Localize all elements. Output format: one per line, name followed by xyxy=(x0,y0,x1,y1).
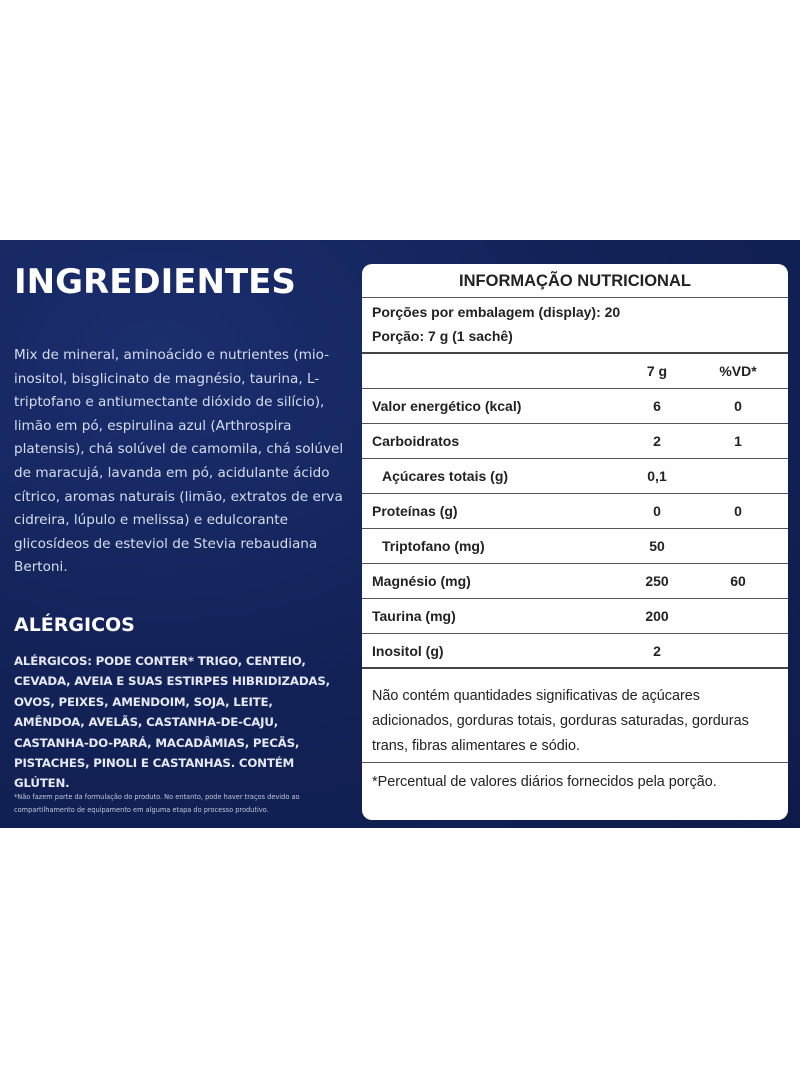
table-row xyxy=(362,599,788,634)
servings-per-package: Porções por embalagem (display): 20 xyxy=(372,304,621,320)
nutrient-amount: 0,1 xyxy=(647,468,667,484)
ingredients-heading: INGREDIENTES xyxy=(14,262,296,302)
nutrient-name: Magnésio (mg) xyxy=(372,573,471,589)
nutrient-name: Triptofano (mg) xyxy=(382,538,485,554)
ingredients-text: Mix de mineral, aminoácido e nutrientes (mio-inositol, bisglicinato de magnésio, taurina, L-triptofano e antiumectante dióxido de silício), limão em pó, espirulina azul (Arthrospira platensis), chá solúvel de camomila, chá solúvel de maracujá, lavanda em pó, acidulante ácido cítrico, aromas naturais (limão, extratos de erva cidreira, lúpulo e melissa) e edulcorante glicosídeos de esteviol de Stevia rebaudiana Bertoni. xyxy=(14,347,344,576)
table-row xyxy=(362,529,788,564)
nutrient-dv: 1 xyxy=(734,433,742,449)
table-row xyxy=(362,424,788,459)
nutrient-amount: 250 xyxy=(645,573,669,589)
column-dv-header: %VD* xyxy=(719,363,757,379)
nutrient-dv: 0 xyxy=(734,503,742,519)
nutrient-name: Inositol (g) xyxy=(372,643,444,659)
nutrient-amount: 50 xyxy=(649,538,665,554)
nutrition-facts-table xyxy=(362,264,788,820)
column-amount-header: 7 g xyxy=(646,363,668,379)
nutrient-name: Valor energético (kcal) xyxy=(372,398,522,414)
nutrient-dv: 0 xyxy=(734,398,742,414)
not-significant-note: Não contém quantidades significativas de açúcares adicionados, gorduras totais, gorduras saturadas, gorduras trans, fibras alimentares e sódio. xyxy=(372,688,749,754)
nutrient-name: Açúcares totais (g) xyxy=(382,468,509,484)
table-row xyxy=(362,389,788,424)
nutrient-name: Carboidratos xyxy=(372,433,460,449)
product-label-panel xyxy=(0,240,800,828)
nutrient-amount: 2 xyxy=(653,643,661,659)
table-row xyxy=(362,564,788,599)
allergens-text: ALÉRGICOS: PODE CONTER* TRIGO, CENTEIO, CEVADA, AVEIA E SUAS ESTIRPES HIBRIDIZADAS, OVOS, PEIXES, AMENDOIM, SOJA, LEITE, AMÊNDOA, AVELÃS, CASTANHA-DE-CAJU, CASTANHA-DO-PARÁ, MACADÂMIAS, PECÃS, PISTACHES, PINOLI E CASTANHAS. CONTÉM GLÚTEN. xyxy=(14,654,330,791)
nutrient-name: Taurina (mg) xyxy=(372,608,456,624)
nutrient-name: Proteínas (g) xyxy=(372,503,458,519)
nutrition-title: INFORMAÇÃO NUTRICIONAL xyxy=(362,264,788,298)
table-row xyxy=(362,634,788,669)
nutrient-amount: 2 xyxy=(653,433,661,449)
allergens-footnote: *Não fazem parte da formulação do produto. No entanto, pode haver traços devido ao compartilhamento de equipamento em alguma etapa do processo produtivo. xyxy=(14,793,300,814)
daily-value-note: *Percentual de valores diários fornecidos pela porção. xyxy=(372,774,717,790)
serving-size: Porção: 7 g (1 sachê) xyxy=(372,328,513,344)
table-header-row xyxy=(362,354,788,389)
nutrient-amount: 0 xyxy=(653,503,661,519)
nutrient-dv: 60 xyxy=(730,573,746,589)
table-row xyxy=(362,459,788,494)
nutrient-amount: 6 xyxy=(653,398,661,414)
table-row xyxy=(362,494,788,529)
note-divider xyxy=(362,762,788,763)
nutrient-amount: 200 xyxy=(645,608,669,624)
allergens-heading: ALÉRGICOS xyxy=(14,614,135,636)
